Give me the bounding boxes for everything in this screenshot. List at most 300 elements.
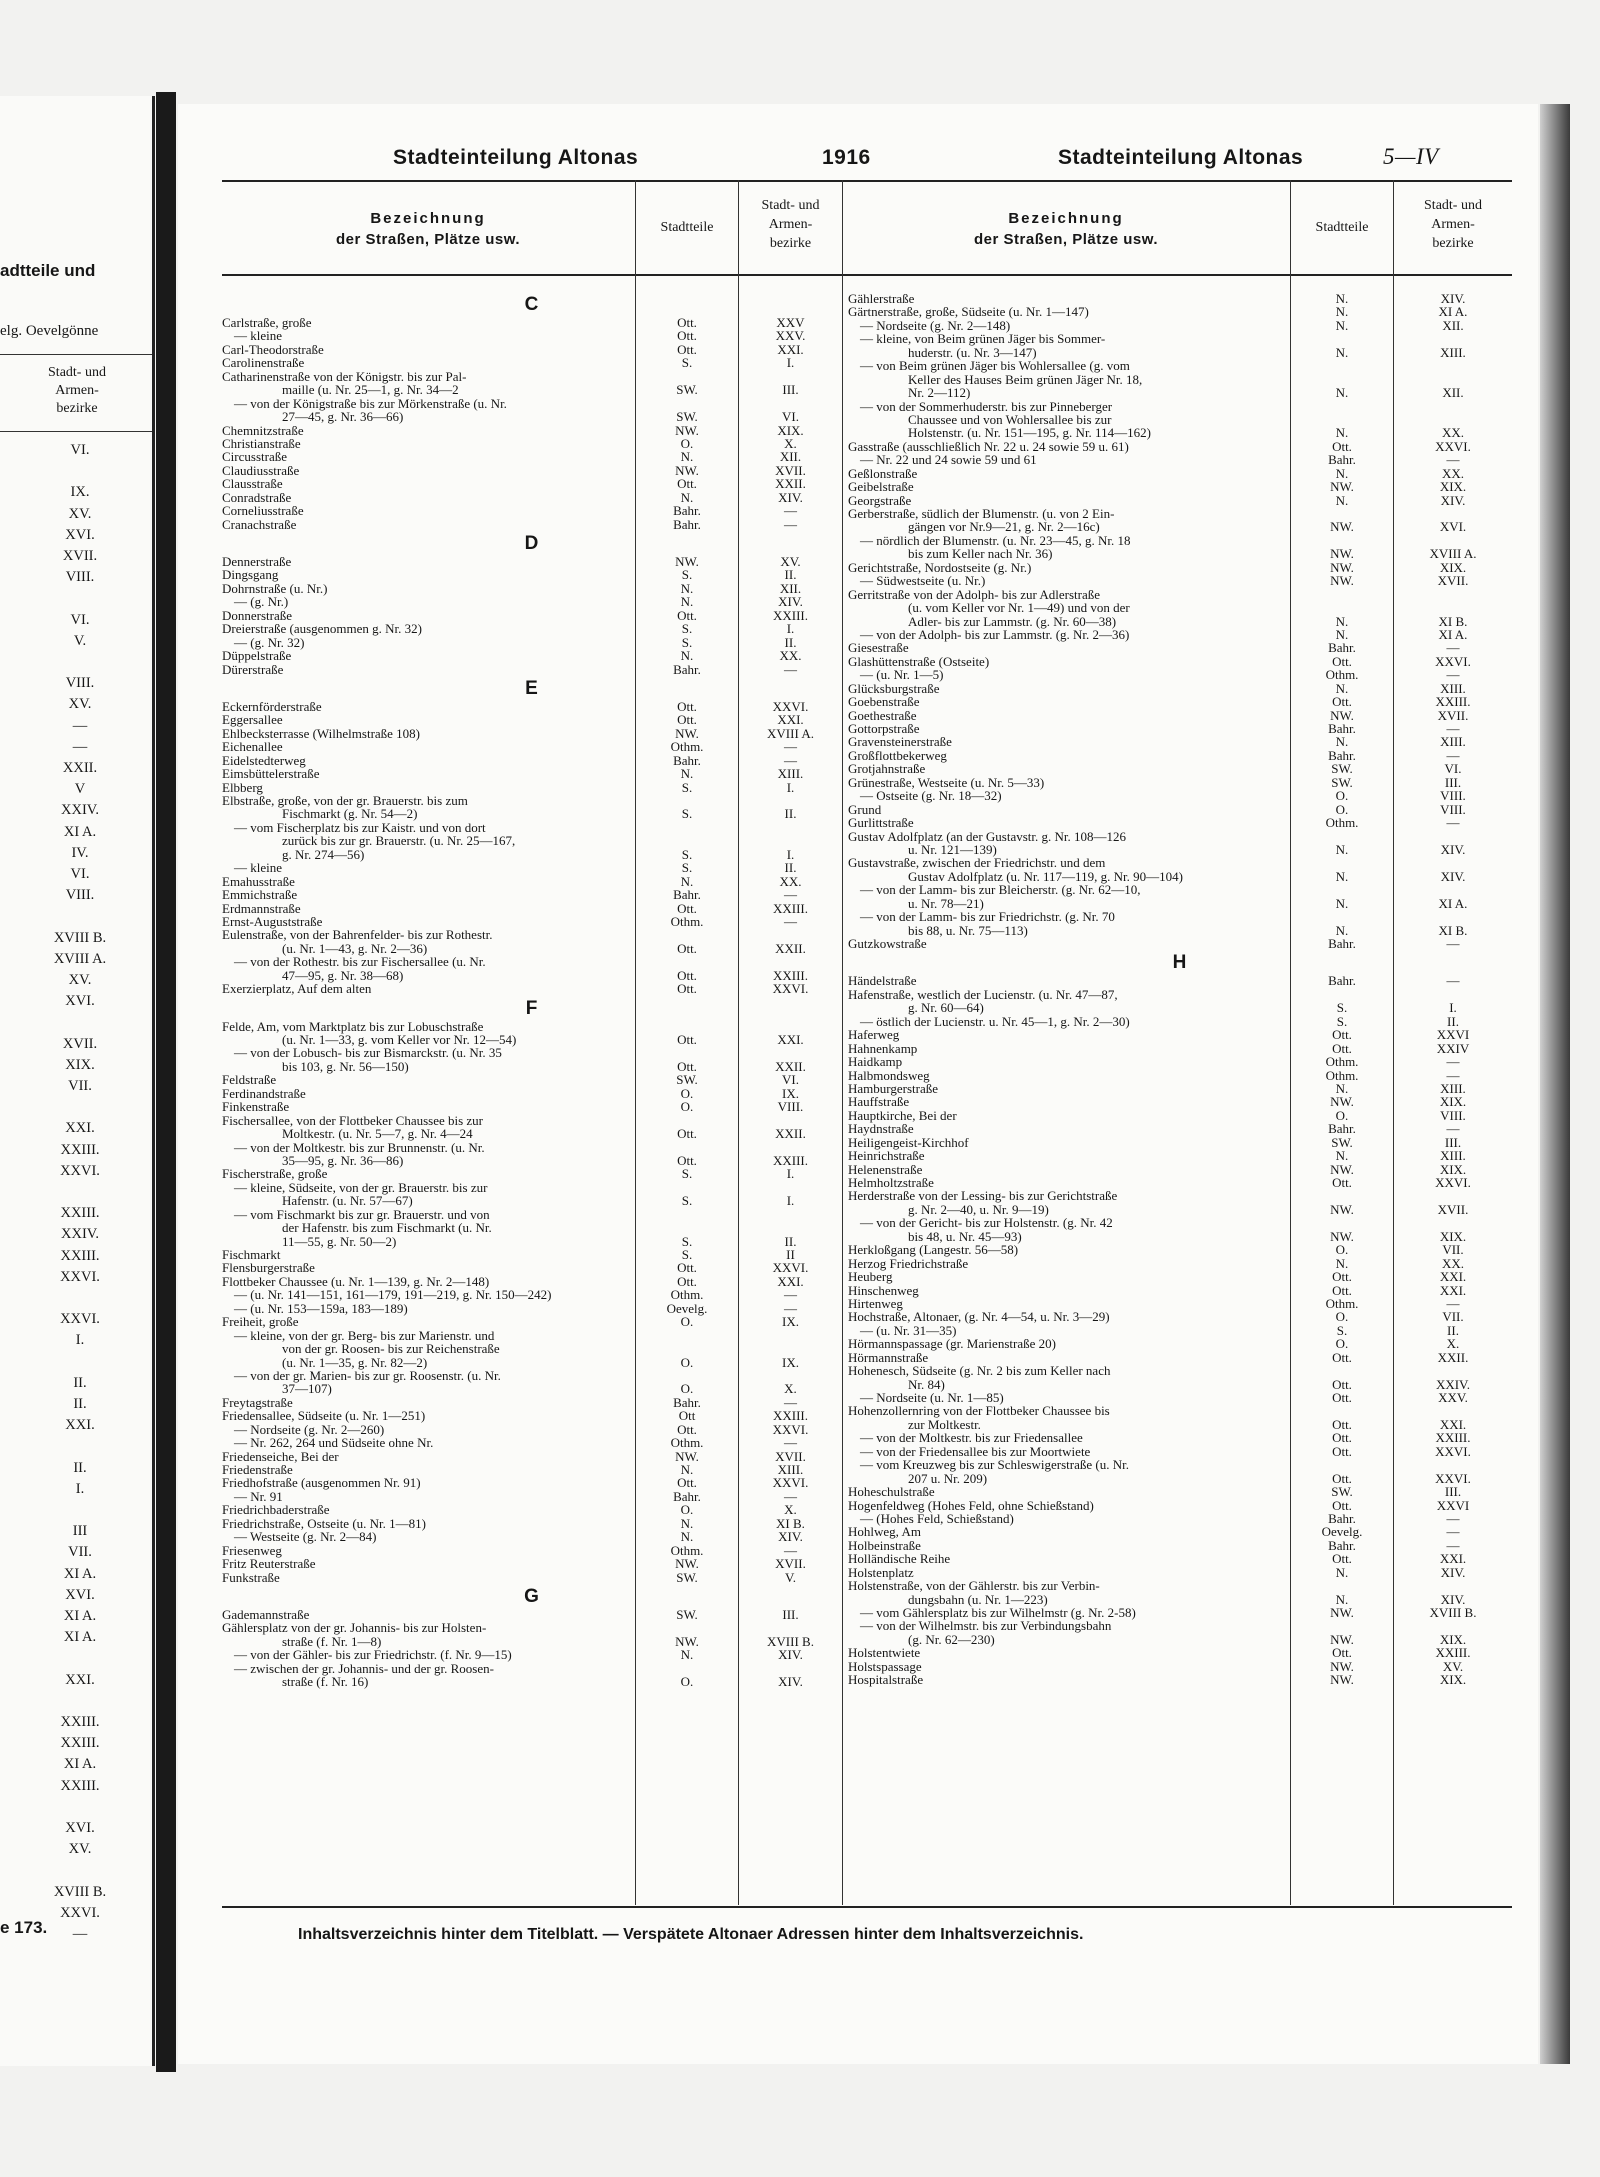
bezirk-value: X. <box>784 435 797 451</box>
column-head-stadtteile: Stadtteile <box>660 220 714 235</box>
street-name: Holstspassage <box>848 1658 922 1674</box>
street-row <box>848 1619 1512 1632</box>
street-row <box>848 1391 1512 1404</box>
street-row <box>222 955 842 968</box>
bezirk-value: II <box>786 1247 795 1262</box>
street-row <box>222 1436 842 1449</box>
street-name: Cranachstraße <box>222 516 297 532</box>
street-name: Holländische Reihe <box>848 1551 951 1567</box>
street-row <box>848 1109 1512 1122</box>
street-name: Dürerstraße <box>222 661 284 677</box>
stadtteil-value: Bahr. <box>1328 747 1356 763</box>
street-row <box>222 1208 842 1221</box>
stadtteil-value: NW. <box>1330 1631 1354 1647</box>
stadtteil-value: S. <box>681 846 693 862</box>
street-name: Elbstraße, große, von der gr. Brauerstr. bis zum <box>222 793 468 808</box>
street-name: Fritz Reuterstraße <box>222 1556 316 1572</box>
street-row <box>848 1404 1512 1417</box>
street-name: Gählersplatz von der gr. Johannis- bis zur Holsten- <box>222 1620 487 1636</box>
street-row <box>848 615 1512 628</box>
bezirk-value: I. <box>786 621 795 637</box>
street-name: Hinschenweg <box>848 1282 919 1298</box>
stadtteil-value: N. <box>680 1529 694 1545</box>
street-row <box>848 1122 1512 1135</box>
stadtteil-value: Bahr. <box>673 887 701 903</box>
street-row <box>222 1608 842 1621</box>
left-page-bezirk: VI. <box>70 442 90 458</box>
stadtteil-value: SW. <box>676 382 698 398</box>
bezirk-value: XXV. <box>775 328 806 344</box>
street-name: — (Hohes Feld, Schießstand) <box>860 1510 1014 1526</box>
street-name: g. Nr. 60—64) <box>908 1000 984 1016</box>
section-letter-text: E <box>525 677 539 699</box>
street-name: bis zum Keller nach Nr. 36) <box>908 546 1053 562</box>
street-name: Friesenweg <box>222 1542 282 1558</box>
stadtteil-value: NW. <box>1330 1161 1354 1177</box>
left-page-bezirk: XV. <box>68 1841 92 1858</box>
left-page-bezirk: XV. <box>68 696 92 713</box>
street-name: — vom Kreuzweg bis zur Schleswigerstraße (u. Nr. <box>860 1457 1129 1473</box>
street-name: straße (f. Nr. 1—8) <box>282 1633 382 1649</box>
street-name: Heinrichstraße <box>848 1148 925 1164</box>
bezirk-value: XIII. <box>1440 734 1466 750</box>
street-name: — vom Fischmarkt bis zur gr. Brauerstr. und von <box>234 1206 490 1222</box>
street-row <box>222 1033 842 1046</box>
street-row <box>848 1633 1512 1646</box>
street-name: Herzog Friedrichstraße <box>848 1255 969 1271</box>
street-row <box>848 1566 1512 1579</box>
stadtteil-value: NW. <box>1330 707 1354 723</box>
street-row <box>222 1463 842 1476</box>
left-page-bezirk: XVI. <box>65 1820 95 1836</box>
street-name: Friedenseiche, Bei der <box>222 1448 339 1464</box>
bezirk-value: XIX. <box>1439 1228 1467 1244</box>
stadtteil-value: Ott. <box>1332 1416 1352 1432</box>
street-name: — Nr. 262, 264 und Südseite ohne Nr. <box>234 1435 434 1451</box>
street-row <box>848 1512 1512 1525</box>
bezirk-value: XI A. <box>1438 304 1468 320</box>
street-name: — Nordseite (g. Nr. 2—260) <box>234 1421 385 1437</box>
stadtteil-value: N. <box>1335 385 1349 401</box>
bezirk-value: — <box>1446 1121 1460 1137</box>
street-row <box>848 709 1512 722</box>
stadtteil-value: Bahr. <box>1328 936 1356 951</box>
stadtteil-value: NW. <box>1330 1228 1354 1244</box>
street-name: Heiligengeist-Kirchhof <box>848 1134 969 1150</box>
street-name: Carlstraße, große <box>222 315 312 330</box>
stadtteil-value: Ott. <box>677 1152 697 1168</box>
street-name: Geßlonstraße <box>848 465 918 481</box>
street-name: — von der Lamm- bis zur Bleicherstr. (g. Nr. 62—10, <box>860 882 1141 898</box>
bezirk-value: X. <box>784 1381 797 1397</box>
street-row <box>222 834 842 847</box>
street-row <box>848 292 1512 305</box>
bezirk-value: VIII. <box>777 1099 804 1115</box>
bezirk-value: — <box>784 752 797 768</box>
street-row <box>848 1673 1512 1686</box>
bezirk-value: XXIII. <box>772 900 808 916</box>
street-row <box>222 888 842 901</box>
street-row <box>222 1248 842 1261</box>
bezirk-value: XII. <box>779 580 802 596</box>
street-name: bis 103, g. Nr. 56—150) <box>282 1058 409 1074</box>
bezirk-value: II. <box>1447 1013 1459 1029</box>
left-page-bezirk: XVII. <box>62 548 98 564</box>
stadtteil-value: N. <box>1335 841 1349 857</box>
street-row <box>222 504 842 517</box>
street-row <box>848 816 1512 829</box>
stadtteil-value: NW. <box>675 1448 699 1464</box>
street-name: Finkenstraße <box>222 1099 290 1115</box>
stadtteil-value: NW. <box>675 462 699 478</box>
street-row <box>222 609 842 622</box>
street-name: — von der Adolph- bis zur Lammstr. (g. Nr. 2—36) <box>860 626 1130 642</box>
bezirk-value: XII. <box>1442 385 1464 401</box>
bezirk-value: XXVI. <box>1435 1470 1471 1486</box>
street-name: Helmholtzstraße <box>848 1175 934 1190</box>
bezirk-value: — <box>784 503 797 519</box>
street-name: Dennerstraße <box>222 554 292 569</box>
street-name: — östlich der Lucienstr. u. Nr. 45—1, g. Nr. 2—30) <box>860 1013 1130 1029</box>
street-row <box>848 1284 1512 1297</box>
left-page-bezirk: XVI. <box>65 526 95 543</box>
street-name: Grotjahnstraße <box>848 761 926 777</box>
street-row <box>222 1423 842 1436</box>
stadtteil-value: Ott. <box>677 328 697 344</box>
street-name: Goebenstraße <box>848 694 920 710</box>
bezirk-value: XX. <box>1441 465 1465 481</box>
left-page-bezirk: XXVI. <box>60 1268 100 1285</box>
stadtteil-value: Ott. <box>1332 1470 1352 1486</box>
bezirk-value: XXI. <box>1439 1269 1467 1285</box>
bezirk-value: XVIII A. <box>767 725 814 741</box>
street-name: Halbmondsweg <box>848 1067 930 1083</box>
stadtteil-value: Bahr. <box>1328 1121 1356 1137</box>
stadtteil-value: Othm. <box>1325 667 1359 683</box>
street-name: Gravensteinerstraße <box>848 734 952 750</box>
bezirk-value: III. <box>782 382 799 398</box>
street-row <box>848 1243 1512 1256</box>
street-name: — von der Gericht- bis zur Holstenstr. (g. Nr. 42 <box>860 1215 1113 1231</box>
bezirk-value: — <box>784 1394 797 1410</box>
bezirk-value: XIV. <box>778 1647 803 1663</box>
bezirk-value: XXI. <box>777 712 804 728</box>
street-name: gängen vor Nr.9—21, g. Nr. 2—16c) <box>908 519 1100 535</box>
street-name: Georgstraße <box>848 492 912 508</box>
bezirk-value: XVII. <box>1437 707 1469 723</box>
stadtteil-value: Bahr. <box>1328 452 1356 468</box>
bezirk-value: XXI. <box>777 1273 804 1289</box>
street-name: — zwischen der gr. Johannis- und der gr. Roosen- <box>234 1660 494 1676</box>
bezirk-value: V. <box>785 1569 796 1585</box>
stadtteil-value: O. <box>680 1674 694 1690</box>
stadtteil-value: S. <box>681 355 693 371</box>
street-name: Gustav Adolfplatz (an der Gustavstr. g. Nr. 108—126 <box>848 828 1127 844</box>
stadtteil-value: N. <box>680 580 694 596</box>
street-name: Hospitalstraße <box>848 1672 924 1688</box>
bezirk-value: XII. <box>1442 317 1464 333</box>
street-name: Corneliusstraße <box>222 503 304 519</box>
street-row <box>848 749 1512 762</box>
street-row <box>222 1100 842 1113</box>
street-name: Ernst-Auguststraße <box>222 913 323 929</box>
street-row <box>222 1557 842 1570</box>
stadtteil-value: N. <box>1335 291 1349 306</box>
street-name: Helenenstraße <box>848 1161 923 1177</box>
street-name: Flensburgerstraße <box>222 1260 315 1276</box>
column-divider <box>842 180 843 1905</box>
street-row <box>848 1216 1512 1229</box>
street-row <box>222 568 842 581</box>
stadtteil-value: Ott. <box>677 1475 697 1491</box>
street-name: — kleine, von der gr. Berg- bis zur Marienstr. und <box>234 1327 495 1343</box>
bezirk-value: — <box>1446 815 1460 831</box>
stadtteil-value: Ott. <box>1332 1040 1352 1056</box>
street-row <box>222 1020 842 1033</box>
street-name: g. Nr. 2—40, u. Nr. 9—19) <box>908 1201 1049 1217</box>
stadtteil-value: Ott. <box>677 476 697 492</box>
street-row <box>848 1378 1512 1391</box>
street-name: Emahusstraße <box>222 873 295 889</box>
street-row <box>848 1230 1512 1243</box>
street-row <box>222 477 842 490</box>
bezirk-value: VI. <box>1444 761 1462 777</box>
stadtteil-value: Ott. <box>677 315 697 330</box>
street-row <box>222 582 842 595</box>
street-name: Haydnstraße <box>848 1121 914 1137</box>
street-row <box>848 1458 1512 1471</box>
bezirk-value: — <box>1446 640 1460 656</box>
street-row <box>848 1028 1512 1041</box>
stadtteil-value: O. <box>680 1099 694 1115</box>
bezirk-value: VI. <box>782 409 799 425</box>
street-name: Haferweg <box>848 1027 900 1043</box>
bezirk-value: — <box>1446 452 1460 468</box>
street-name: Christianstraße <box>222 435 301 451</box>
stadtteil-value: Bahr. <box>673 752 701 768</box>
bezirk-value: XIII. <box>1440 1080 1466 1096</box>
bezirk-value: XVI. <box>1439 519 1467 535</box>
section-letter <box>222 1584 842 1608</box>
bezirk-value: I. <box>786 846 795 862</box>
bezirk-value: — <box>1446 1524 1460 1540</box>
street-row <box>222 1409 842 1422</box>
stadtteil-value: S. <box>681 860 693 876</box>
bezirk-value: XXIII. <box>772 967 808 983</box>
bezirk-value: XXIII. <box>1435 694 1471 710</box>
street-name: Chaussee und von Wohlersallee bis zur <box>908 411 1112 427</box>
street-name: Gottorpstraße <box>848 721 920 736</box>
street-name: u. Nr. 78—21) <box>908 895 984 911</box>
stadtteil-value: N. <box>1335 895 1349 911</box>
street-row <box>222 1167 842 1180</box>
street-row <box>848 655 1512 668</box>
street-row <box>222 807 842 820</box>
street-row <box>848 507 1512 520</box>
street-row <box>222 1181 842 1194</box>
street-row <box>848 453 1512 466</box>
street-row <box>848 1646 1512 1659</box>
stadtteil-value: Bahr. <box>673 1394 701 1410</box>
bezirk-value: XVII. <box>775 1448 806 1464</box>
bezirk-value: XXIII. <box>772 607 808 623</box>
stadtteil-value: NW. <box>675 422 699 438</box>
bezirk-value: XV. <box>1442 1658 1464 1674</box>
left-page-bezirk: XVIII A. <box>53 950 107 967</box>
stadtteil-value: Ott. <box>677 900 697 916</box>
bezirk-value: — <box>1446 1510 1460 1526</box>
street-name: maille (u. Nr. 25—1, g. Nr. 34—2 <box>282 382 459 398</box>
left-page-bezirk: XXII. <box>62 760 98 776</box>
bezirk-value: XIV. <box>778 1529 803 1545</box>
stadtteil-value: N. <box>680 1647 694 1663</box>
bezirk-value: XXVI. <box>772 1260 809 1276</box>
street-name: — von der Friedensallee bis zur Moortwiete <box>860 1443 1091 1459</box>
bezirk-value: XVII. <box>775 1556 806 1572</box>
bezirk-value: XVIII B. <box>767 1633 814 1649</box>
street-row <box>848 974 1512 987</box>
stadtteil-value: SW. <box>676 1072 698 1088</box>
stadtteil-value: Ott <box>678 1408 696 1424</box>
street-row <box>222 781 842 794</box>
street-row <box>222 713 842 726</box>
stadtteil-value: Ott. <box>677 1126 697 1142</box>
left-page-bezirk: V. <box>73 632 87 649</box>
street-name: Grünestraße, Westseite (u. Nr. 5—33) <box>848 774 1045 790</box>
left-page-bezirk: XV. <box>68 972 92 988</box>
left-page-bezirk: XIX. <box>65 1056 95 1073</box>
bezirk-value: XXVI. <box>772 1475 809 1491</box>
street-name: — Nordseite (g. Nr. 2—148) <box>860 317 1011 333</box>
bezirk-value: XX. <box>1441 425 1465 441</box>
street-name: Freiheit, große <box>222 1314 299 1330</box>
bezeichnung-line-2: der Straßen, Plätze usw. <box>336 231 520 248</box>
stadtteil-value: NW. <box>675 725 699 741</box>
stadtteil-value: O. <box>680 1502 694 1518</box>
left-page-bezirk: VII. <box>68 1544 92 1561</box>
header-page-number: 5—IV <box>1383 144 1439 169</box>
street-name: — (u. Nr. 1—5) <box>860 667 944 683</box>
left-page-footer: e 173. <box>0 1918 48 1937</box>
bezirke-line-2: Armen- <box>768 217 813 232</box>
bezirk-value: XI B. <box>1438 613 1468 629</box>
street-name: bis 48, u. Nr. 45—93) <box>908 1228 1022 1244</box>
stadtteil-value: O. <box>1335 1309 1349 1325</box>
street-row <box>222 464 842 477</box>
left-page-column-head <box>8 364 146 418</box>
bezirk-value: XXIV <box>1436 1040 1470 1056</box>
left-page-bezirk: XXIII. <box>60 1141 100 1158</box>
street-list-right <box>848 292 1512 1687</box>
stadtteil-value: O. <box>1335 1242 1349 1258</box>
street-row <box>222 1356 842 1369</box>
street-name: — Südwestseite (u. Nr.) <box>860 573 986 589</box>
street-name: Keller des Hauses Beim grünen Jäger Nr. 18, <box>908 371 1143 387</box>
bezirk-value: XI B. <box>776 1515 805 1531</box>
street-name: Friedensallee, Südseite (u. Nr. 1—251) <box>222 1408 426 1424</box>
stadtteil-value: SW. <box>1331 761 1353 777</box>
stadtteil-value: Ott. <box>677 1273 697 1289</box>
street-row <box>222 1490 842 1503</box>
stadtteil-value: N. <box>1335 1148 1349 1164</box>
bezirk-value: — <box>784 913 797 929</box>
street-name: Funkstraße <box>222 1569 280 1585</box>
street-row <box>222 1221 842 1234</box>
bezirk-value: VII. <box>1442 1242 1464 1258</box>
street-name: — von der Sommerhuderstr. bis zur Pinneberger <box>860 398 1113 414</box>
street-name: Herkloßgang (Langestr. 56—58) <box>848 1242 1019 1258</box>
bezirk-value: — <box>784 1287 797 1303</box>
stadtteil-value: N. <box>1335 1564 1349 1580</box>
stadtteil-value: SW. <box>676 1606 698 1622</box>
street-row <box>222 1621 842 1634</box>
street-name: — nördlich der Blumenstr. (u. Nr. 23—45, g. Nr. 18 <box>860 532 1131 548</box>
street-name: straße (f. Nr. 16) <box>282 1674 369 1690</box>
street-row <box>222 861 842 874</box>
street-row <box>222 1662 842 1675</box>
street-name: huderstr. (u. Nr. 3—147) <box>908 344 1037 360</box>
street-row <box>848 1189 1512 1202</box>
street-row <box>222 649 842 662</box>
book-gutter <box>156 92 176 2072</box>
street-name: Fischmarkt (g. Nr. 54—2) <box>282 806 418 822</box>
street-name: Dohrnstraße (u. Nr.) <box>222 580 328 596</box>
stadtteil-value: SW. <box>676 1569 698 1585</box>
bezirk-value: XVII. <box>1437 573 1469 589</box>
street-name: (u. Nr. 1—35, g. Nr. 82—2) <box>282 1354 428 1370</box>
street-row <box>222 1046 842 1059</box>
left-page-rule <box>0 431 152 432</box>
stadtteil-value: Bahr. <box>1328 721 1356 736</box>
bezirk-value: XIV. <box>778 594 803 610</box>
bezirk-value: XIII. <box>777 766 804 782</box>
street-row <box>848 305 1512 318</box>
street-row <box>222 437 842 450</box>
footer-rule <box>222 1906 1512 1908</box>
bezirk-value: XXII. <box>1437 1349 1469 1365</box>
stadtteil-value: N. <box>680 766 694 782</box>
street-name: Gerritstraße von der Adolph- bis zur Adlerstraße <box>848 586 1100 602</box>
stadtteil-value: N. <box>680 449 694 465</box>
street-name: Eimsbüttelerstraße <box>222 766 320 782</box>
bezirk-value: XXIII. <box>772 1408 808 1424</box>
bezirk-value: II. <box>784 1233 797 1249</box>
left-page-bezirk: XXIII. <box>60 1735 100 1752</box>
street-row <box>848 494 1512 507</box>
street-name: Holstenplatz <box>848 1564 914 1580</box>
street-row <box>848 480 1512 493</box>
left-page-bezirk: XVII. <box>62 1035 98 1052</box>
street-name: Hafenstraße, westlich der Lucienstr. (u. Nr. 47—87, <box>848 986 1118 1002</box>
section-letter-text: F <box>525 997 539 1019</box>
street-name: Dreierstraße (ausgenommen g. Nr. 32) <box>222 621 422 637</box>
street-row <box>222 1342 842 1355</box>
bezirk-value: XVIII A. <box>1429 546 1477 562</box>
stadtteil-value: S. <box>681 1193 693 1209</box>
street-name: — von der gr. Marien- bis zur gr. Roosenstr. (u. Nr. <box>234 1367 501 1383</box>
bezirk-value: II. <box>784 634 797 650</box>
stadtteil-value: Ott. <box>1332 1175 1352 1190</box>
bezirk-value: XII. <box>779 449 802 465</box>
left-page-bezirk: XVI. <box>65 1586 95 1603</box>
bezirk-value: XXI. <box>1439 1416 1467 1432</box>
street-name: Moltkestr. (u. Nr. 5—7, g. Nr. 4—24 <box>282 1126 473 1142</box>
left-page-bezirk: VIII. <box>65 569 95 586</box>
bezirk-value: II. <box>784 806 797 822</box>
stadtteil-value: N. <box>680 594 694 610</box>
street-row <box>848 1069 1512 1082</box>
bezirk-value: VIII. <box>1440 1107 1466 1123</box>
